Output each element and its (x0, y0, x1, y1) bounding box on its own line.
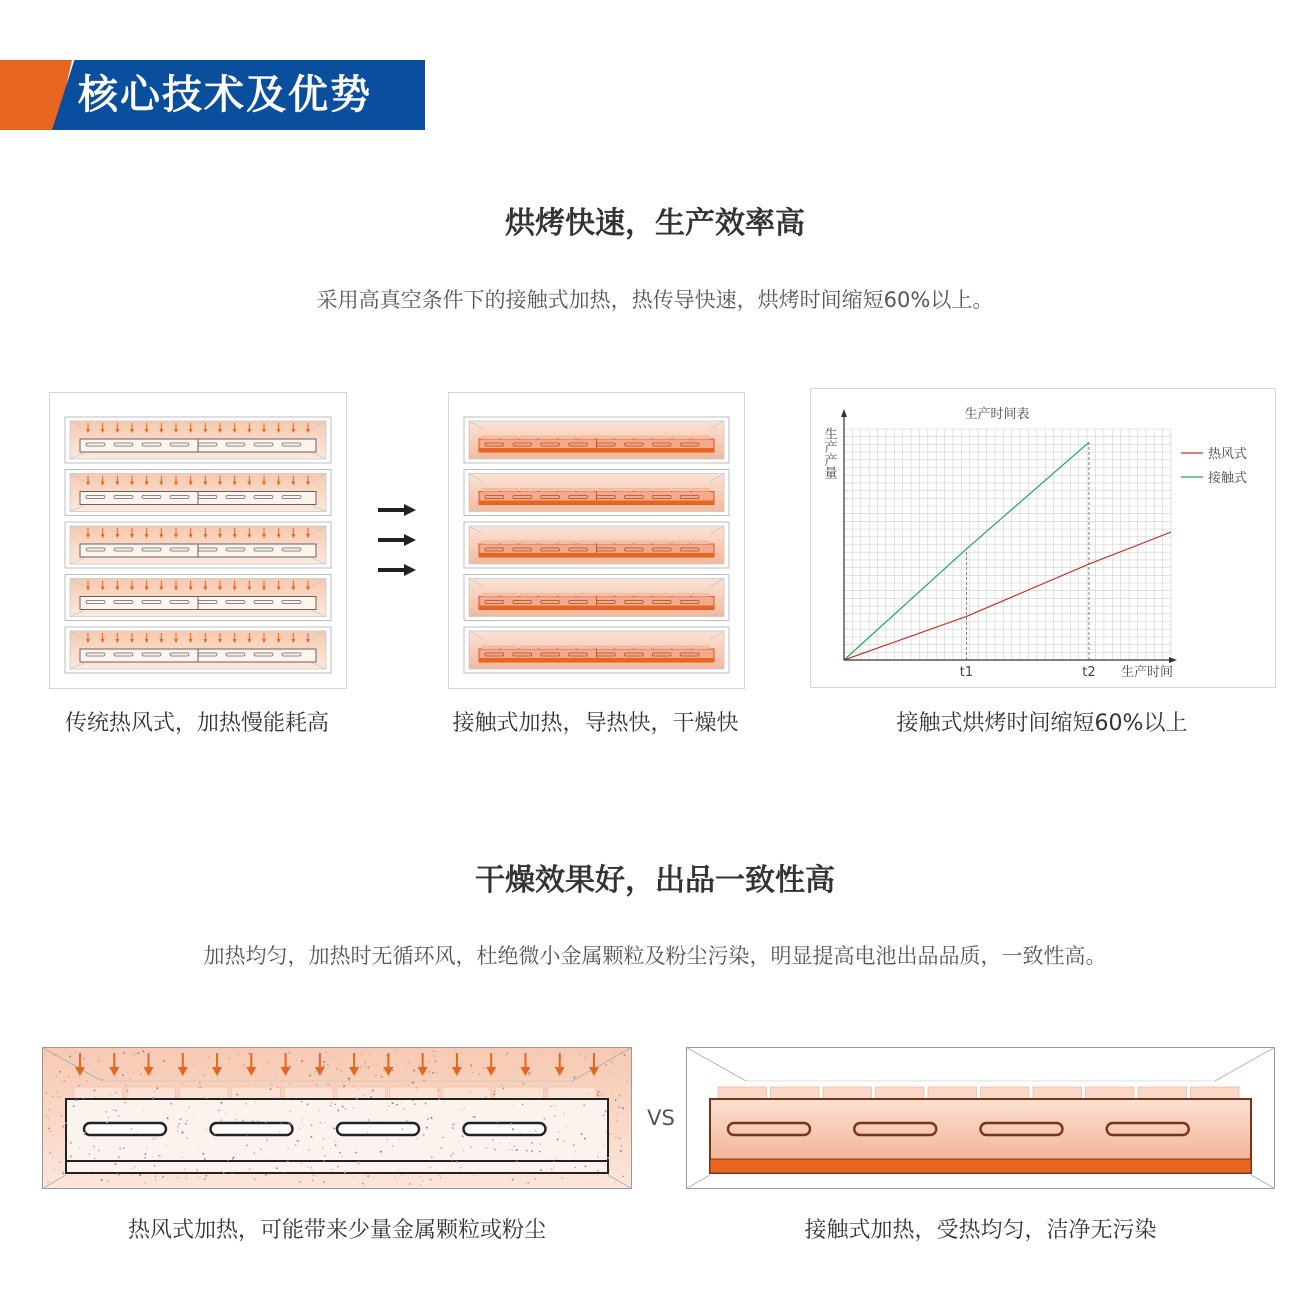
vs-label: VS (647, 1106, 675, 1130)
tray-slot (464, 1123, 546, 1135)
contact-oven-panel (448, 392, 745, 689)
transition-arrows (376, 500, 418, 580)
hot-air-shelf (65, 627, 331, 673)
section1-description: 采用高真空条件下的接触式加热，热传导快速，烘烤时间缩短60%以上。 (316, 288, 994, 312)
chart-title: 生产时间表 (964, 407, 1030, 422)
x-tick-t1: t1 (959, 665, 974, 680)
section1-title: 烘烤快速，生产效率高 (505, 206, 805, 241)
hot-air-shelf (65, 522, 331, 568)
contact-shelf (464, 470, 729, 516)
y-axis-arrow-icon (841, 409, 847, 417)
caption-hot-air: 传统热风式，加热慢能耗高 (64, 711, 329, 736)
contact-tray-panel (686, 1047, 1275, 1189)
contact-tray-diagram (686, 1047, 1275, 1189)
hot-air-shelf (65, 575, 331, 621)
contact-shelf (464, 417, 729, 463)
contact-shelf (464, 575, 729, 621)
x-axis-label: 生产时间 (1120, 665, 1174, 680)
hot-air-tray-panel (42, 1047, 632, 1189)
y-axis-label: 生产产量 (821, 427, 837, 479)
x-tick-t2: t2 (1082, 665, 1096, 680)
caption-chart: 接触式烘烤时间缩短60%以上 (896, 711, 1188, 736)
chart-legend (1181, 446, 1247, 486)
series-line-hot-air (844, 532, 1171, 660)
contact-shelf (464, 522, 729, 568)
contact-tray (687, 1048, 1275, 1189)
hot-air-shelf (65, 470, 331, 516)
caption-contact: 接触式加热，导热快，干燥快 (452, 711, 739, 736)
legend-hot-air: 热风式 (1208, 447, 1248, 462)
caption-hot-air-tray: 热风式加热，可能带来少量金属颗粒或粉尘 (127, 1218, 546, 1243)
arrow-right-icon (378, 564, 416, 576)
hot-air-oven-diagram (50, 393, 346, 688)
production-time-chart (811, 389, 1275, 687)
contact-shelf (464, 627, 729, 673)
chart-grid (844, 429, 1171, 660)
tray-slot (337, 1123, 419, 1135)
x-axis-arrow-icon (1169, 657, 1177, 663)
tray-slot (211, 1123, 293, 1135)
caption-contact-tray: 接触式加热，受热均匀，洁净无污染 (804, 1218, 1157, 1243)
hot-air-shelf (65, 417, 331, 463)
page-title: 核心技术及优势 (78, 72, 372, 118)
hot-air-tray (43, 1048, 632, 1189)
production-chart-panel (810, 388, 1276, 688)
arrow-right-icon (378, 504, 416, 516)
arrow-right-icon (378, 534, 416, 546)
section2-description: 加热均匀，加热时无循环风，杜绝微小金属颗粒及粉尘污染，明显提高电池出品品质，一致性高。 (203, 944, 1107, 968)
hot-air-tray-diagram (42, 1047, 632, 1189)
legend-contact: 接触式 (1208, 471, 1248, 486)
hot-air-oven-panel (49, 392, 347, 689)
tray-slot (84, 1123, 166, 1135)
contact-oven-diagram (449, 393, 744, 688)
section2-title: 干燥效果好，出品一致性高 (475, 863, 835, 898)
